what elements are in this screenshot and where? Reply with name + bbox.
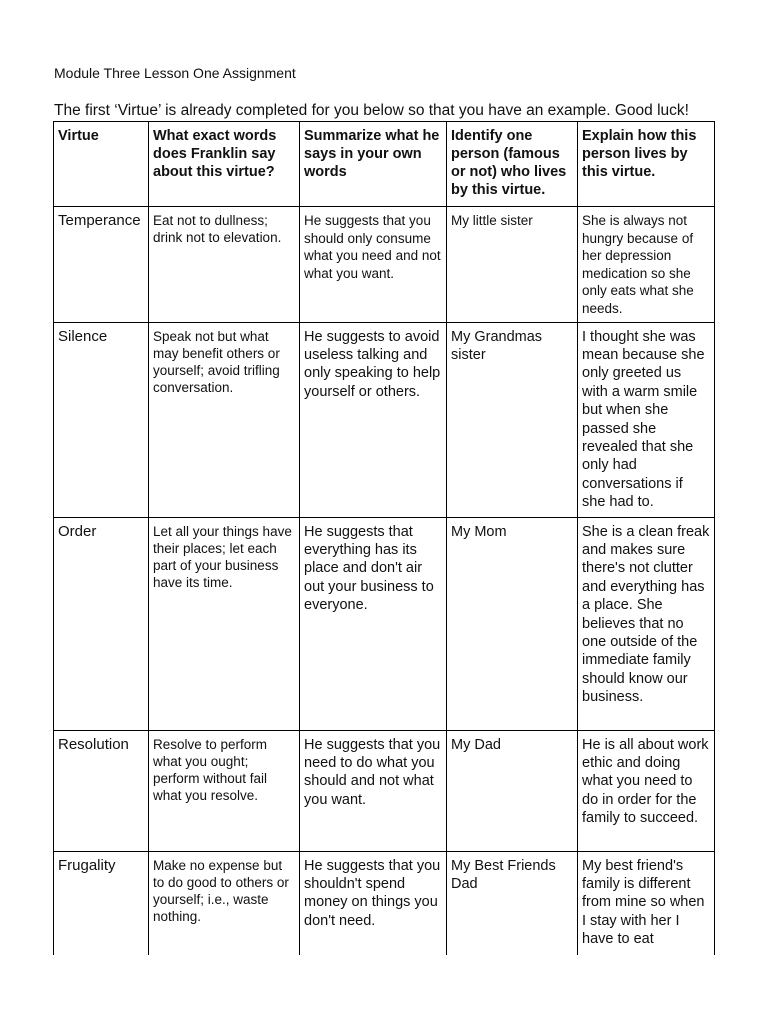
table-row <box>54 207 715 323</box>
summary-cell: He suggests to avoid useless talking and only speaking to help yourself or others. <box>300 322 447 517</box>
person-cell: My Best Friends Dad <box>447 851 578 955</box>
virtue-cell: Temperance <box>54 207 149 323</box>
table-row <box>54 322 715 517</box>
header-row <box>54 122 715 207</box>
header-person: Identify one person (famous or not) who lives by this virtue. <box>447 122 578 207</box>
intro-text: The first ‘Virtue’ is already completed for you below so that you have an example. Good luck! <box>54 102 689 119</box>
explanation-cell: My best friend's family is different from mine so when I stay with her I have to eat <box>578 851 715 955</box>
header-franklin-words: What exact words does Franklin say about this virtue? <box>149 122 300 207</box>
person-cell: My little sister <box>447 207 578 323</box>
header-virtue: Virtue <box>54 122 149 207</box>
summary-cell: He suggests that you shouldn't spend money on things you don't need. <box>300 851 447 955</box>
table-row <box>54 730 715 851</box>
summary-cell: He suggests that you should only consume what you need and not what you want. <box>300 207 447 323</box>
explanation-cell: She is a clean freak and makes sure there's not clutter and everything has a place. She believes that no one outside of the immediate family should know our business. <box>578 517 715 730</box>
virtues-table <box>53 121 715 955</box>
document-title: Module Three Lesson One Assignment <box>54 65 296 81</box>
virtue-cell: Silence <box>54 322 149 517</box>
virtue-cell: Resolution <box>54 730 149 851</box>
person-cell: My Mom <box>447 517 578 730</box>
person-cell: My Dad <box>447 730 578 851</box>
explanation-cell: He is all about work ethic and doing what you need to do in order for the family to succeed. <box>578 730 715 851</box>
explanation-cell: She is always not hungry because of her depression medication so she only eats what she needs. <box>578 207 715 323</box>
explanation-cell: I thought she was mean because she only greeted us with a warm smile but when she passed she revealed that she only had conversations if she had to. <box>578 322 715 517</box>
franklin-words-cell: Make no expense but to do good to others or yourself; i.e., waste nothing. <box>149 851 300 955</box>
franklin-words-cell: Resolve to perform what you ought; perform without fail what you resolve. <box>149 730 300 851</box>
franklin-words-cell: Speak not but what may benefit others or yourself; avoid trifling conversation. <box>149 322 300 517</box>
header-summary: Summarize what he says in your own words <box>300 122 447 207</box>
person-cell: My Grandmas sister <box>447 322 578 517</box>
table-row <box>54 517 715 730</box>
franklin-words-cell: Let all your things have their places; let each part of your business have its time. <box>149 517 300 730</box>
table-row <box>54 851 715 955</box>
summary-cell: He suggests that everything has its place and don't air out your business to everyone. <box>300 517 447 730</box>
virtue-cell: Frugality <box>54 851 149 955</box>
header-explanation: Explain how this person lives by this virtue. <box>578 122 715 207</box>
summary-cell: He suggests that you need to do what you should and not what you want. <box>300 730 447 851</box>
virtue-cell: Order <box>54 517 149 730</box>
franklin-words-cell: Eat not to dullness; drink not to elevation. <box>149 207 300 323</box>
